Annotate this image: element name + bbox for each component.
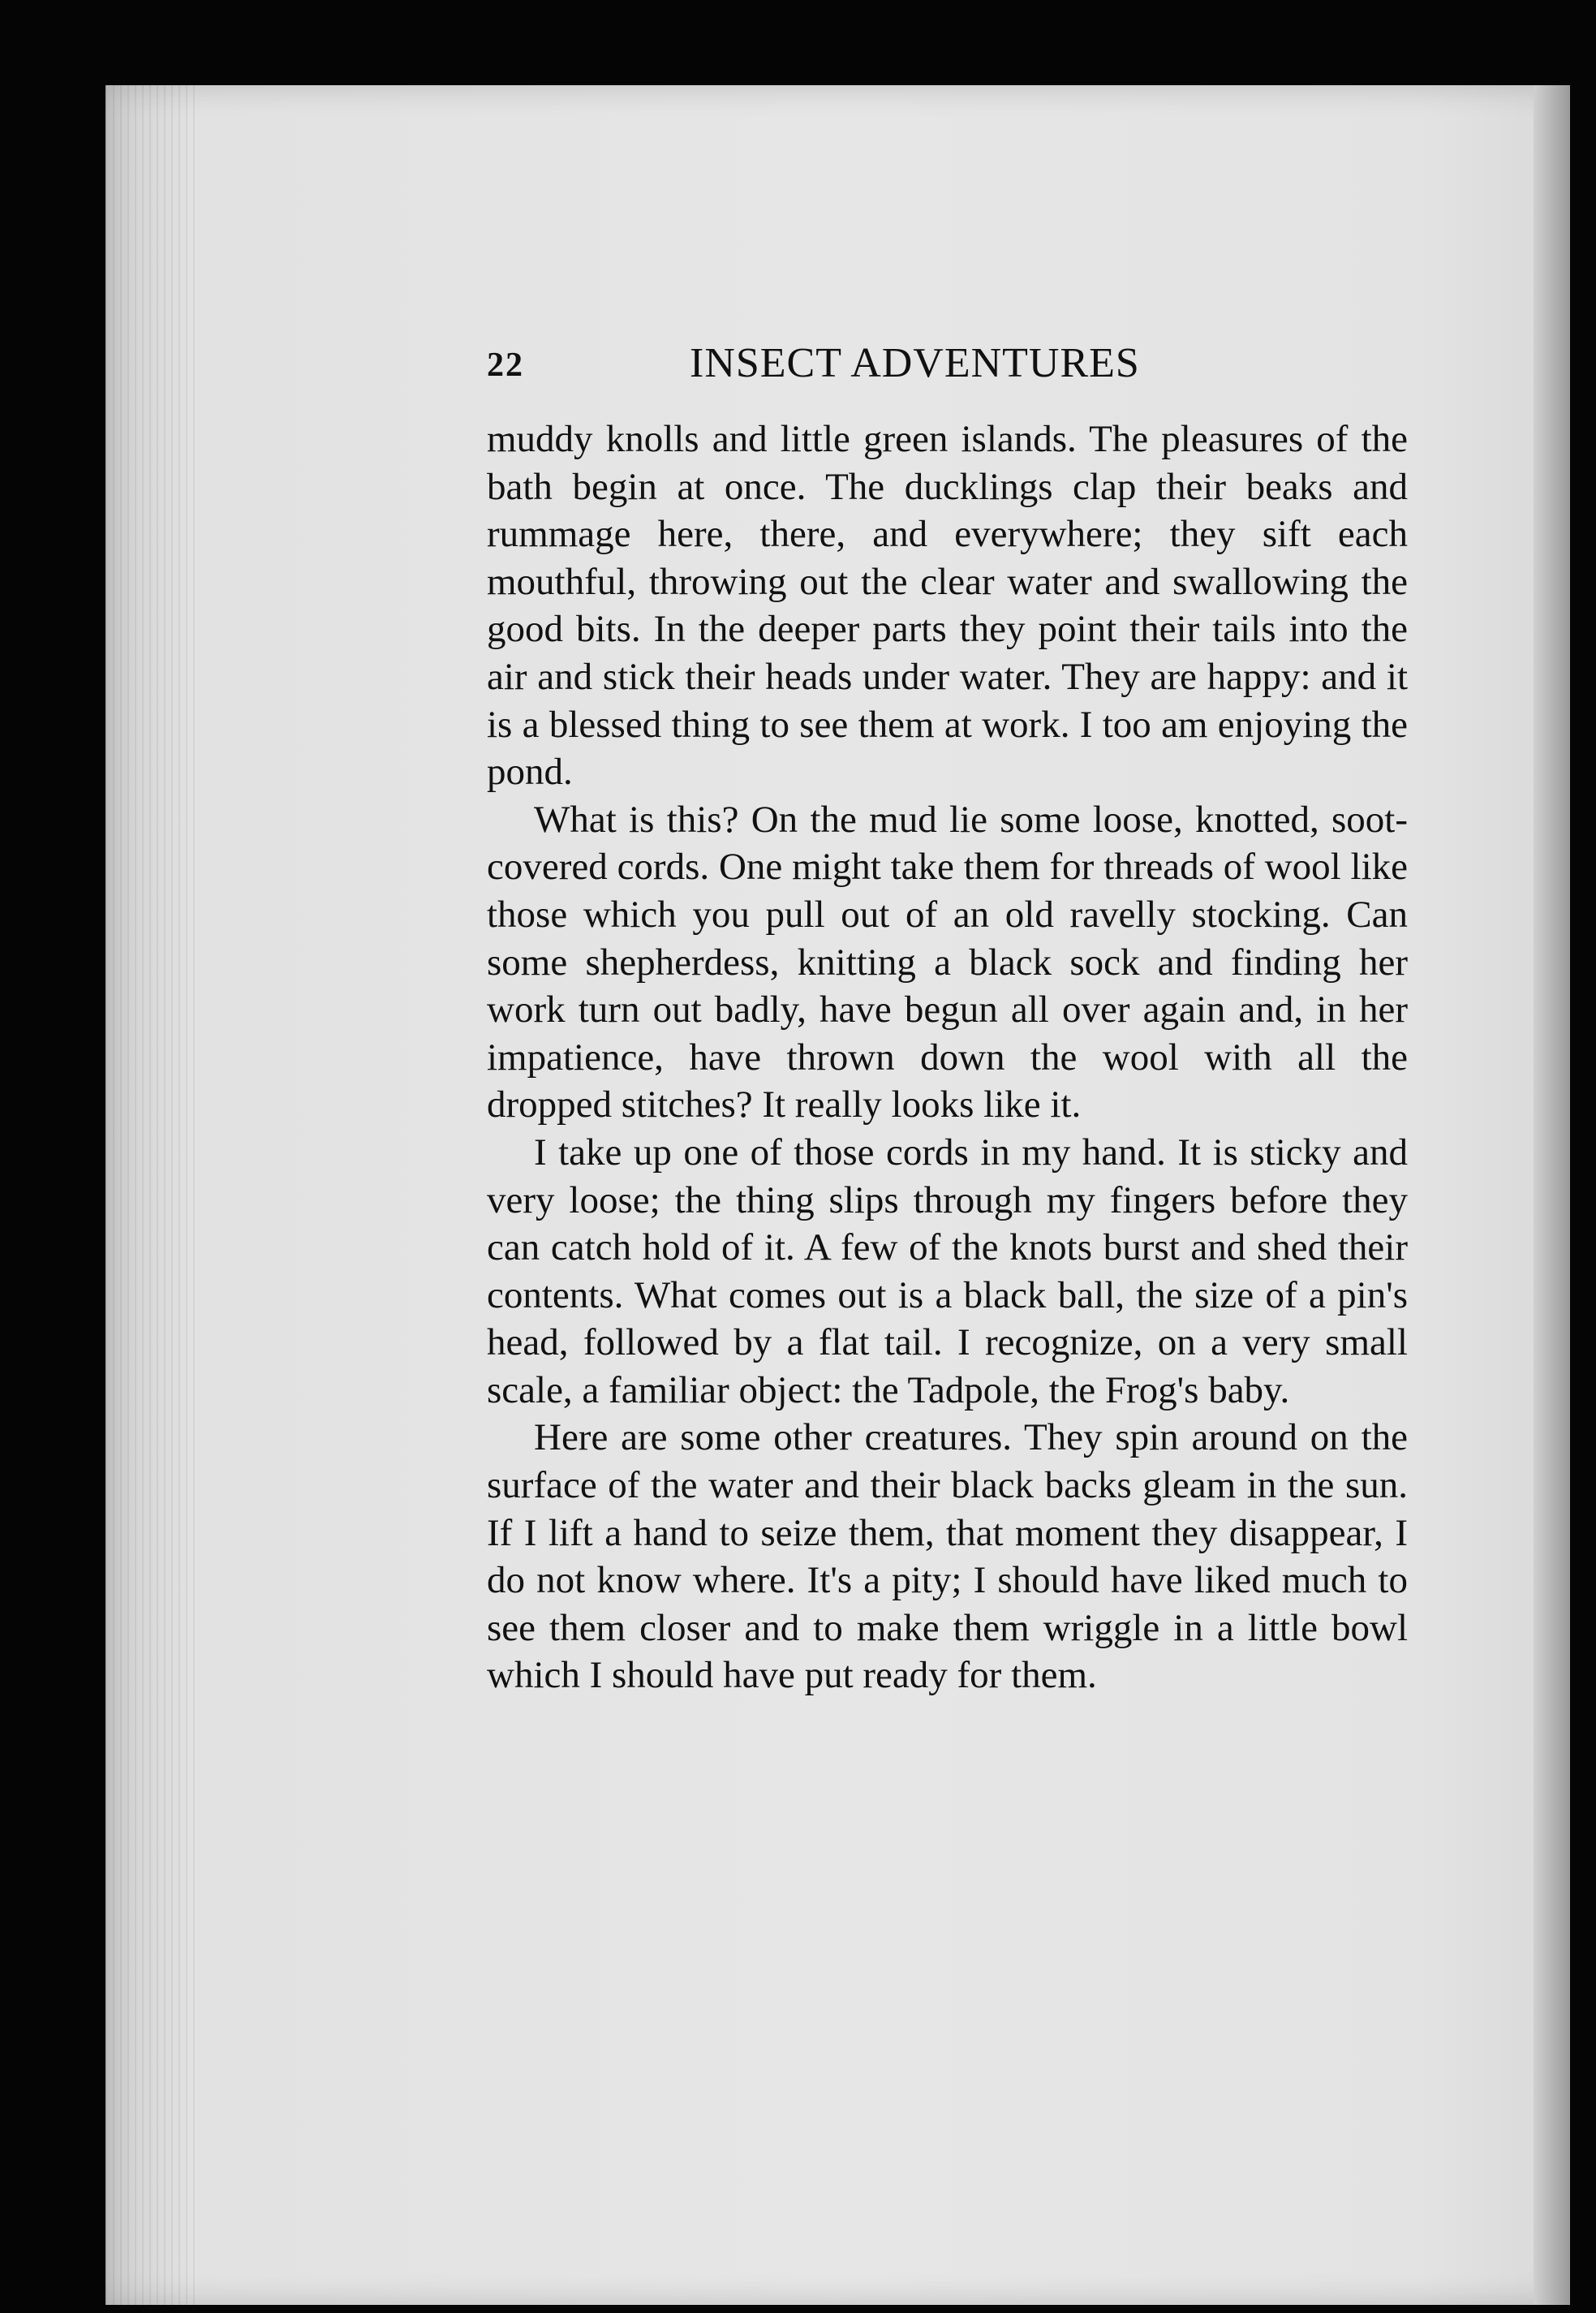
page-edge-left [105, 85, 195, 2305]
page-header [487, 339, 1412, 404]
paragraph-4: Here are some other creatures. They spin around on the surface of the water and their black backs gleam in the sun. If I lift a hand to seize them, that moment they disappear, I do not know where. It's a pity; I should have liked much to see them closer and to make them wriggle in a little bowl which I should have put ready for them. [487, 1416, 1408, 1697]
paragraph-3: I take up one of those cords in my hand. It is sticky and very loose; the thing slips through my fingers before they can catch hold of it. A few of the knots burst and shed their contents. What comes out is a black ball, the size of a pin's head, followed by a flat tail. I recognize, on a very small scale, a familiar object: the Tadpole, the Frog's baby. [487, 1131, 1408, 1411]
paragraph-1: muddy knolls and little green islands. The pleasures of the bath begin at once. The ducklings clap their beaks and rummage here, there, and everywhere; they sift each mouthful, throwing out the clear water and swallowing the good bits. In the deeper parts they point their tails into the air and stick their heads under water. They are happy: and it is a blessed thing to see them at work. I too am enjoying the pond. [487, 418, 1408, 794]
body-text [487, 416, 1408, 1699]
page-edge-right [1534, 85, 1570, 2305]
running-head: INSECT ADVENTURES [690, 340, 1140, 386]
paragraph-2: What is this? On the mud lie some loose, knotted, soot-covered cords. One might take them for threads of wool like those which you pull out of an old ravelly stocking. Can some shepherdess, knitting a black sock and finding her work turn out badly, have begun all over again and, in her impatience, have thrown down the wool with all the dropped stitches? It really looks like it. [487, 798, 1408, 1126]
page-number: 22 [487, 347, 524, 384]
